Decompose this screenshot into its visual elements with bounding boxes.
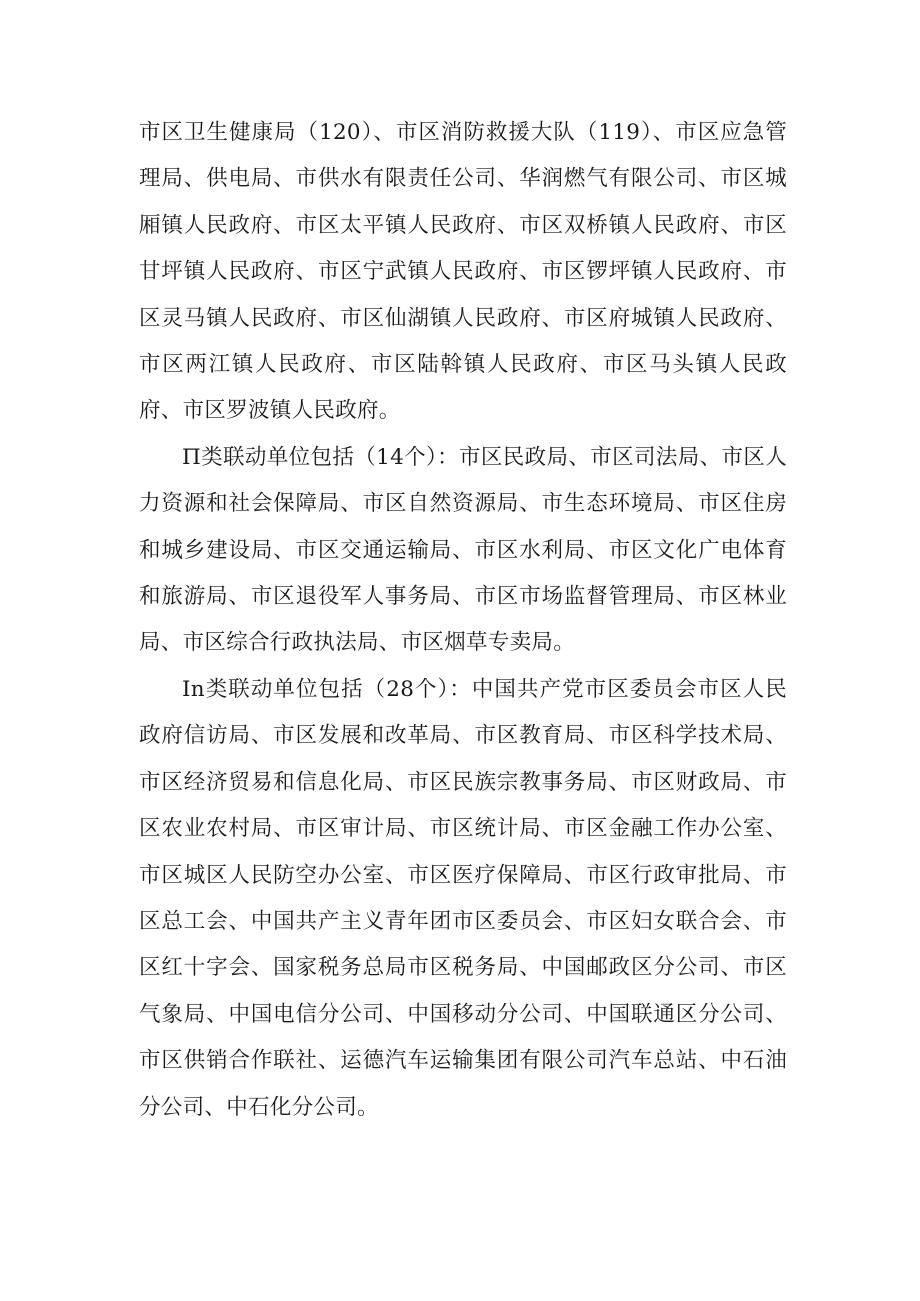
- paragraph-linked-units-class-ii: Π类联动单位包括（14个）：市区民政局、市区司法局、市区人力资源和社会保障局、市区自然资源局、市生态环境局、市区住房和城乡建设局、市区交通运输局、市区水利局、市区文化广电体育和旅游局、市区退役军人事务局、市区市场监督管理局、市区林业局、市区综合行政执法局、市区烟草专卖局。: [139, 444, 787, 656]
- paragraph-linked-units-class-iii: In类联动单位包括（28个）：中国共产党市区委员会市区人民政府信访局、市区发展和改革局、市区教育局、市区科学技术局、市区经济贸易和信息化局、市区民族宗教事务局、市区财政局、市区农业农村局、市区审计局、市区统计局、市区金融工作办公室、市区城区人民防空办公室、市区医疗保障局、市区行政审批局、市区总工会、中国共产主义青年团市区委员会、市区妇女联合会、市区红十字会、国家税务总局市区税务局、中国邮政区分公司、市区气象局、中国电信分公司、中国移动分公司、中国联通区分公司、市区供销合作联社、运德汽车运输集团有限公司汽车总站、中石油分公司、中石化分公司。: [139, 676, 787, 1120]
- paragraph-linked-units-class-i-continued: 市区卫生健康局（120）、市区消防救援大队（119）、市区应急管理局、供电局、市供水有限责任公司、华润燃气有限公司、市区城厢镇人民政府、市区太平镇人民政府、市区双桥镇人民政府、市区甘坪镇人民政府、市区宁武镇人民政府、市区锣坪镇人民政府、市区灵马镇人民政府、市区仙湖镇人民政府、市区府城镇人民政府、市区两江镇人民政府、市区陆斡镇人民政府、市区马头镇人民政府、市区罗波镇人民政府。: [139, 120, 787, 424]
- document-body: [139, 110, 787, 1131]
